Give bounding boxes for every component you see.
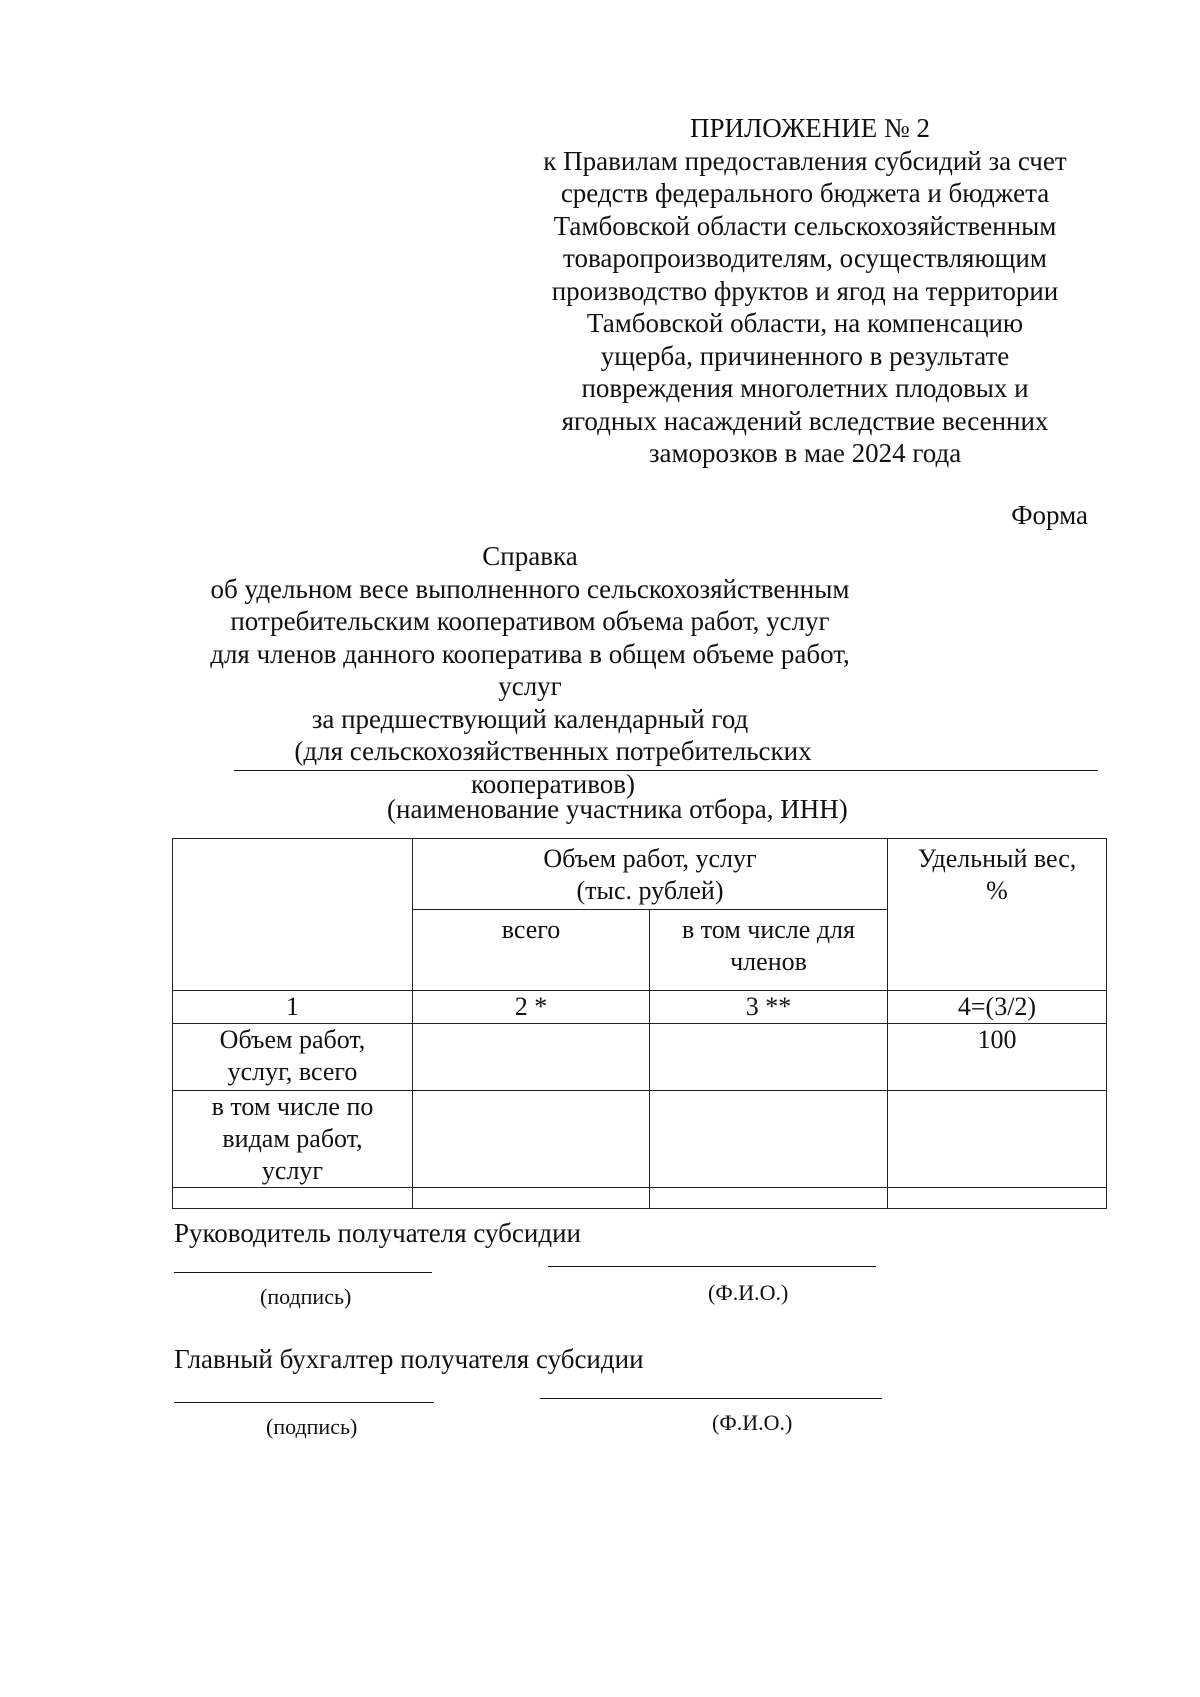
members-value	[650, 1091, 888, 1188]
head-name-line	[548, 1266, 876, 1267]
certificate-title: Справка	[482, 541, 578, 571]
column-number: 4=(3/2)	[888, 991, 1107, 1024]
table-row-empty	[173, 1188, 1107, 1209]
row-label-cell	[173, 1091, 413, 1188]
head-name-caption: (Ф.И.О.)	[708, 1280, 789, 1305]
appendix-line: ущерба, причиненного в результате	[600, 340, 1010, 371]
head-title: Руководитель получателя субсидии	[174, 1218, 581, 1248]
empty-cell	[888, 1188, 1107, 1209]
share-value	[888, 1091, 1107, 1188]
header-volume-cell	[413, 839, 888, 910]
total-value	[413, 1024, 650, 1091]
certificate-line: об удельном весе выполненного сельскохозяйственным	[210, 573, 850, 604]
subheader-members-cell	[650, 910, 888, 991]
appendix-title: ПРИЛОЖЕНИЕ № 2	[689, 113, 931, 143]
accountant-name-line	[540, 1398, 882, 1399]
table-row	[173, 1091, 1107, 1188]
subheader-total-cell	[413, 910, 650, 991]
subheader-members: членов	[730, 947, 807, 976]
members-value	[650, 1024, 888, 1091]
empty-cell	[650, 1188, 888, 1209]
table-row	[173, 1024, 1107, 1091]
row-label: Объем работ,	[219, 1025, 366, 1054]
header-share-unit: %	[986, 876, 1008, 905]
empty-cell	[413, 1188, 650, 1209]
header-volume-unit: (тыс. рублей)	[576, 876, 724, 905]
appendix-line: товаропроизводителям, осуществляющим	[563, 243, 1047, 273]
appendix-line: производство фруктов и ягод на территории	[551, 275, 1059, 306]
header-share-cell	[888, 839, 1107, 991]
volume-table	[172, 838, 1107, 1209]
appendix-line: средств федерального бюджета и бюджета	[560, 178, 1050, 208]
accountant-name-caption: (Ф.И.О.)	[712, 1410, 793, 1435]
certificate-line: за предшествующий календарный год	[311, 703, 749, 734]
certificate-subtitle: (для сельскохозяйственных потребительских кооперативов)	[294, 736, 812, 799]
header-share: Удельный вес,	[917, 844, 1077, 873]
accountant-signature-caption: (подпись)	[266, 1414, 358, 1439]
subheader-total: всего	[501, 915, 561, 944]
row-label-cell	[173, 1024, 413, 1091]
row-label: услуг	[261, 1156, 324, 1185]
appendix-line: заморозков в мае 2024 года	[648, 438, 962, 468]
appendix-line: к Правилам предоставления субсидий за счет	[543, 145, 1067, 176]
appendix-line: Тамбовской области, на компенсацию	[586, 308, 1024, 338]
head-signature-caption: (подпись)	[260, 1284, 352, 1309]
participant-name-line	[234, 770, 1098, 771]
accountant-signature-line	[174, 1402, 434, 1403]
header-volume: Объем работ, услуг	[543, 844, 757, 873]
certificate-block	[200, 540, 860, 800]
header-empty-cell	[173, 839, 413, 991]
row-label: в том числе по	[211, 1092, 374, 1121]
subheader-members: в том числе для	[682, 915, 855, 944]
certificate-line: потребительским кооперативом объема работ, услуг	[230, 606, 830, 636]
accountant-title: Главный бухгалтер получателя субсидии	[174, 1344, 644, 1374]
empty-cell	[173, 1188, 413, 1209]
appendix-line: повреждения многолетних плодовых и	[581, 373, 1029, 403]
column-number: 1	[173, 991, 413, 1024]
share-value: 100	[888, 1024, 1107, 1091]
row-label: видам работ,	[222, 1124, 363, 1153]
participant-caption: (наименование участника отбора, ИНН)	[387, 794, 848, 824]
column-number: 3 **	[650, 991, 888, 1024]
total-value	[413, 1091, 650, 1188]
certificate-line: для членов данного кооператива в общем объеме работ, услуг	[210, 638, 850, 701]
appendix-line: Тамбовской области сельскохозяйственным	[553, 210, 1057, 241]
form-label: Форма	[1011, 500, 1088, 530]
appendix-block	[520, 112, 1090, 470]
row-label: услуг, всего	[227, 1057, 358, 1086]
head-signature-line	[174, 1272, 432, 1273]
column-number: 2 *	[413, 991, 650, 1024]
appendix-line: ягодных насаждений вследствие весенних	[561, 405, 1049, 436]
